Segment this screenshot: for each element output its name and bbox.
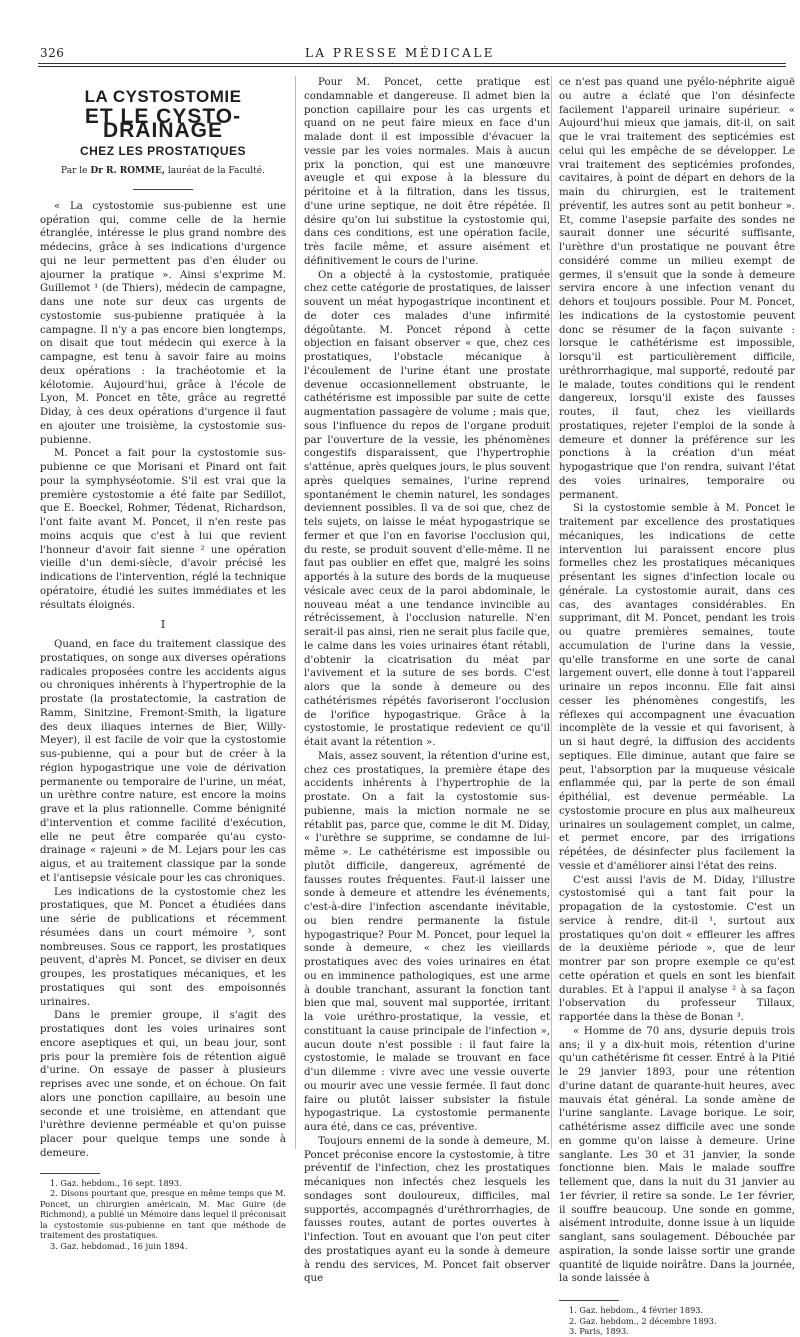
paragraph: Toujours ennemi de la sonde à demeure, M. Poncet préconise encore la cystostomie, à titre préventif de l'infection, chez les prostatiques mécaniques non infectés chez lesquels les sondages sont douloureux, difficiles, mal supportés, accompagnés d'uréthrorrhagies, de fausses routes, autant de portes ouvertes à l'infection. Tout en avouant que l'on peut citer des prostatiques ayant eu la sonde à demeure à rendu des services, M. Poncet fait observer que	[304, 1135, 550, 1285]
footnotes	[559, 1300, 795, 1337]
footnote: 1. Gaz. hebdom., 16 sept. 1893.	[50, 1177, 182, 1188]
column-divider	[551, 76, 552, 1149]
paragraph: « La cystostomie sus-pubienne est une opération qui, comme celle de la hernie étranglée, intéresse le plus grand nombre des médecins, grâce à ses indications d'urgence qui ne leur permettent pas d'en éluder ou ajourner la pratique ». Ainsi s'exprime M. Guillemot ¹ (de Thiers), médecin de campagne, dans une note sur deux cas urgents de cystostomie sus-pubienne pratiquée à la campagne. Il n'y a pas encore bien longtemps, on disait que tout médecin qui exerce à la campagne, est tenu à savoir faire au moins deux opérations : la trachéotomie et la kélotomie. Aujourd'hui, grâce à l'école de Lyon, M. Poncet en tête, grâce au regretté Diday, à ces deux opérations d'urgence il faut en ajouter une troisième, la cystostomie sus-pubienne.	[40, 200, 286, 446]
paragraph: Si la cystostomie semble à M. Poncet le traitement par excellence des prostatiques mécaniques, les indications de cette intervention lui paraissent encore plus formelles chez les prostatiques mécaniques présentant les signes d'infection locale ou générale. La cystostomie aurait, dans ces cas, des avantages considérables. En supprimant, dit M. Poncet, pendant les trois ou quatre premières semaines, toute accumulation de l'urine dans la vessie, qu'elle transforme en une sorte de canal largement ouvert, elle donne à tout l'appareil urinaire un repos inconnu. Elle fait ainsi cesser les phénomènes congestifs, les réflexes qui accompagnent une évacuation incomplète de la vessie et qui favorisent, à un si haut degré, la diffusion des accidents septiques. Elle diminue, autant que faire se peut, l'absorption par la muqueuse vésicale enflammée qui, par la perte de son émail épithélial, est devenue perméable. La cystostomie procure en plus aux malheureux urinaires un soulagement complet, un calme, et permet encore, par des irrigations répétées, de désinfecter plus facilement la vessie et d'améliorer ainsi l'état des reins.	[559, 503, 795, 872]
footnote: 1. Gaz. hebdom., 4 février 1893.	[569, 1305, 704, 1315]
byline-prefix: Par le	[61, 166, 88, 176]
footnote-rule	[40, 1173, 100, 1174]
paragraph: Mais, assez souvent, la rétention d'urine est, chez ces prostatiques, la première étape des accidents inhérents à l'hypertrophie de la prostate. On a fait la cystostomie sus-pubienne, mais la miction normale ne se rétablit pas, parce que, comme le dit M. Diday, « l'urèthre se supprime, se condamne de lui-même ». Le cathétérisme est impossible ou plutôt difficile, dangereux, agrémenté de fausses routes fréquentes. Faut-il laisser une sonde à demeure et attendre les événements, c'est-à-dire l'infection ascendante inévitable, ou bien rendre permanente la fistule hypogastrique? Pour M. Poncet, pour lequel la sonde à demeure, « chez les vieillards prostatiques avec des voies urinaires en état ou en imminence pathologiques, est une arme à double tranchant, assurant la fonction tant bien que mal, souvent mal supportée, irritant la voie uréthro-prostatique, la vessie, et constituant la cause principale de l'infection », aucun doute n'est possible : il faut faire la cystostomie, le malade se trouvant en face d'un dilemme : vivre avec une vessie ouverte ou mourir avec une vessie fermée. Il faut donc faire ou plutôt laisser subsister la fistule hypogastrique. La cystostomie permanente aura été, dans ce cas, préventive.	[304, 750, 550, 1133]
footnotes	[40, 1173, 286, 1252]
paragraph: Pour M. Poncet, cette pratique est condamnable et dangereuse. Il admet bien la ponction capillaire pour les cas urgents et quand on ne peut faire mieux en face d'un malade dont il est impossible d'évacuer la vessie par les voies normales. Mais à aucun prix la ponction, qui est une manœuvre aveugle et qui expose à la blessure du péritoine et à la filtration, dans les tissus, d'une urine septique, ne doit être répétée. Il désire qu'on lui substitue la cystostomie qui, dans ces conditions, est une opération facile, très facile même, et assure aisément et définitivement le cours de l'urine.	[304, 77, 550, 267]
footnote: 3. Paris, 1893.	[569, 1326, 629, 1336]
title-rule	[133, 189, 193, 190]
footnote: 2. Disons pourtant que, presque en même temps que M. Poncet, un chirurgien américain, M. Mac Guire (de Richmond), a publié un Mémoire dans lequel il préconisait la cystostomie sus-pubienne en tant que méthode de traitement des prostatiques.	[40, 1188, 286, 1240]
paragraph: ce n'est pas quand une pyélo-néphrite aiguë ou autre a éclaté que l'on désinfecte facilement l'appareil urinaire supérieur. « Aujourd'hui mieux que jamais, dit-il, on sait que le vrai traitement des septicémies est celui qui les empêche de se développer. Le vrai traitement des septicémies profondes, cavitaires, à point de départ en dehors de la main du chirurgien, est le traitement préventif, les autres sont au petit bonheur ». Et, comme l'asepsie parfaite des sondes ne saurait donner une sécurité suffisante, l'urèthre d'un prostatique ne pouvant être considéré comme un milieu exempt de germes, il s'ensuit que la sonde à demeure servira encore à une infection venant du dehors et toujours possible. Pour M. Poncet, les indications de la cystostomie peuvent donc se résumer de la façon suivante : lorsque le cathétérisme est impossible, lorsqu'il est particulièrement difficile, uréthrorrhagique, mal supporté, redouté par le malade, toutes conditions qui le rendent dangereux, lorsqu'il existe des fausses routes, il faut, chez les vieillards prostatiques, rejeter l'emploi de la sonde à demeure et donner la préférence sur les ponctions à la création d'un méat hypogastrique que l'on rendra, suivant l'état des voies urinaires, temporaire ou permanent.	[559, 77, 795, 501]
paragraph: Quand, en face du traitement classique des prostatiques, on songe aux diverses opérations radicales proposées contre les accidents aigus ou chroniques inhérents à l'hypertrophie de la prostate (la prostatectomie, la castration de Ramm, Sinitzine, Fremont-Smith, la ligature des deux iliaques internes de Bier, Willy-Meyer), il est facile de voir que la cystostomie sus-pubienne, qui a pour but de créer à la région hypogastrique une voie de dérivation permanente ou temporaire de l'urine, un méat, un urèthre contre nature, est encore la moins grave et la plus rationnelle. Comme bénignité d'intervention et comme facilité d'exécution, elle ne peut être comparée qu'au cysto-drainage « rajeuni » de M. Lejars pour les cas aigus, et au traitement classique par la sonde et l'antisepsie vésicale pour les cas chroniques.	[40, 639, 286, 884]
paragraph: Dans le premier groupe, il s'agit des prostatiques dont les voies urinaires sont encore aseptiques et qui, un beau jour, sont pris pour la première fois de rétention aiguë d'urine. On essaye de passer à plusieurs reprises avec une sonde, et on échoue. On fait alors une ponction capillaire, au besoin une seconde et une troisième, en attendant que l'urèthre devienne perméable et qu'on puisse placer pour quelque temps une sonde à demeure.	[40, 1010, 286, 1159]
paragraph: C'est aussi l'avis de M. Diday, l'illustre cystostomisé qui a tant fait pour la propagation de la cystostomie. C'est un service à rendre, dit-il ¹, surtout aux prostatiques qu'on doit « effleurer les affres de la deuxième période », que de leur montrer par son propre exemple ce qu'est cette opération et quels en sont les bienfait durables. Et à l'appui il analyse ² à sa façon l'observation du professeur Tillaux, rapportée dans la thèse de Bonan ³.	[559, 874, 795, 1023]
header-rule	[38, 63, 786, 64]
paragraph: « Homme de 70 ans, dysurie depuis trois ans; il y a dix-huit mois, rétention d'urine qu'un cathétérisme fit cesser. Entré à la Pitié le 29 janvier 1893, pour une rétention d'urine datant de quarante-huit heures, avec mauvais état général. La sonde amène de l'urine sanglante. Lavage borique. Le soir, cathétérisme assez difficile avec une sonde en gomme qu'on laisse à demeure. Urine sanglante. Les 30 et 31 janvier, la sonde fonctionne bien. Mais le malade souffre tellement que, dans la nuit du 31 janvier au 1er février, il retire sa sonde. Le 1er février, il souffre beaucoup. Une sonde en gomme, aisément introduite, donne issue à un liquide sanglant, sans soulagement. Débouchée par aspiration, la sonde laisse sortir une grande quantité de liquide noirâtre. Dans la journée, la sonde laissée à	[559, 1025, 795, 1285]
column-divider	[295, 76, 296, 1149]
paragraph: M. Poncet a fait pour la cystostomie sus-pubienne ce que Morisani et Pinard ont fait pour la symphyséotomie. S'il est vrai que la première cystostomie a été faite par Sedillot, que E. Boeckel, Rohmer, Tédenat, Richardson, l'ont faite avant M. Poncet, il n'en reste pas moins acquis que c'est à lui que revient l'honneur d'avoir fait sienne ² une opération vieille d'un demi-siècle, d'avoir précisé les indications de l'intervention, réglé la technique opératoire, étudié les suites immédiates et les résultats éloignés.	[40, 448, 286, 611]
article-subtitle: CHEZ LES PROSTATIQUES	[79, 144, 247, 159]
article-title-line2: ET LE CYSTO-DRAINAGE	[84, 104, 242, 142]
paragraph: Les indications de la cystostomie chez les prostatiques, que M. Poncet a étudiées dans une série de publications et récemment résumées dans un court mémoire ³, sont nombreuses. Sous ce rapport, les prostatiques peuvent, d'après M. Poncet, se diviser en deux groupes, les prostatiques mécaniques, et les prostatiques qui sont des empoisonnés urinaires.	[40, 886, 286, 1008]
section-heading: I	[160, 618, 166, 632]
byline-suffix: lauréat de la Faculté.	[167, 166, 265, 176]
footnote: 2. Gaz. hebdom., 2 décembre 1893.	[569, 1315, 717, 1326]
column-3	[559, 76, 795, 1337]
footnote-rule	[559, 1300, 619, 1301]
column-1	[40, 76, 286, 1251]
page-number: 326	[40, 46, 65, 60]
paragraph: On a objecté à la cystostomie, pratiquée chez cette catégorie de prostatiques, de laisser souvent un méat hypogastrique incontinent et de doter ces malades d'une infirmité dégoûtante. M. Poncet répond à cette objection en faisant observer « que, chez ces prostatiques, l'obstacle mécanique à l'écoulement de l'urine étant une prostate devenue occasionnellement obstruante, le cathétérisme est impossible par suite de cette augmentation passagère de volume ; mais que, sous l'influence du repos de l'organe produit par l'ouverture de la vessie, les phénomènes congestifs disparaissent, que l'hypertrophie s'atténue, après quelques jours, le plus souvent après quelques semaines, l'urine reprend spontanément le chemin naturel, les sondages deviennent possibles. Il va de soi que, chez de tels sujets, on laisse le méat hypogastrique se fermer et que l'on en favorise l'occlusion qui, du reste, se produit souvent d'elle-même. Il ne faut pas oublier en effet que, malgré les soins apportés à la suture des bords de la muqueuse vésicale avec ceux de la paroi abdominale, le nouveau méat a une tendance invincible au rétrécissement, à l'occlusion naturelle. N'en serait-il pas ainsi, rien ne serait plus facile que, le calme dans les voies urinaires étant rétabli, d'obtenir la cicatrisation du méat par l'avivement et la suture de ses bords. C'est alors que la sonde à demeure ou des cathétérismes répétés favoriseront l'occlusion de l'orifice hypogastrique. Grâce à la cystostomie, le prostatique redevient ce qu'il était avant la rétention ».	[304, 269, 550, 748]
running-head: LA PRESSE MÉDICALE	[304, 46, 496, 60]
column-2	[304, 76, 550, 1286]
header-rule-double	[38, 66, 786, 67]
article-title-line1: LA CYSTOSTOMIE	[84, 87, 242, 106]
byline	[40, 165, 286, 179]
byline-author: Dr R. ROMME,	[90, 166, 165, 176]
footnote: 3. Gaz. hebdomad., 16 juin 1894.	[50, 1240, 188, 1251]
